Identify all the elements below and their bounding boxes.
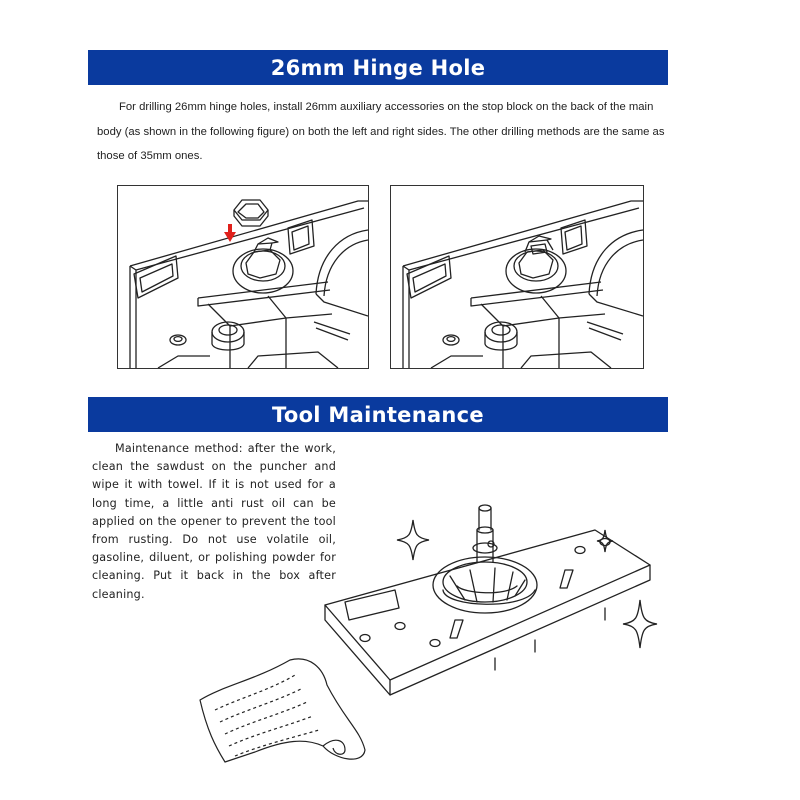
jig-diagram-after [391, 186, 643, 368]
section-banner-tool-maintenance [88, 397, 668, 432]
section-title-hinge-hole: 26mm Hinge Hole [270, 55, 486, 80]
hinge-hole-instructions: For drilling 26mm hinge holes, install 26mm auxiliary accessories on the stop block on the back of the main body (as shown in the following figure) on both the left and right sides. The other drilling methods are the same as those of 35mm ones. [97, 101, 665, 162]
tool-cleaning-illustration [195, 490, 675, 790]
section-title-tool-maintenance: Tool Maintenance [272, 402, 484, 427]
figure-before-install [117, 185, 369, 369]
sparkle-icon [397, 520, 429, 560]
maintenance-instructions: Maintenance method: after the work, clean the sawdust on the puncher and wipe it with towel. If it is not used for a long time, a little anti rust oil can be applied on the opener to prevent the tool from rusting. Do not use volatile oil, gasoline, diluent, or polishing powder for cleaning. Put it back in the box after cleaning. [92, 442, 336, 601]
towel [200, 659, 365, 762]
section-banner-hinge-hole [88, 50, 668, 85]
jig-diagram-before [118, 186, 368, 368]
figure-after-install [390, 185, 644, 369]
sparkle-icon-right [623, 600, 657, 648]
